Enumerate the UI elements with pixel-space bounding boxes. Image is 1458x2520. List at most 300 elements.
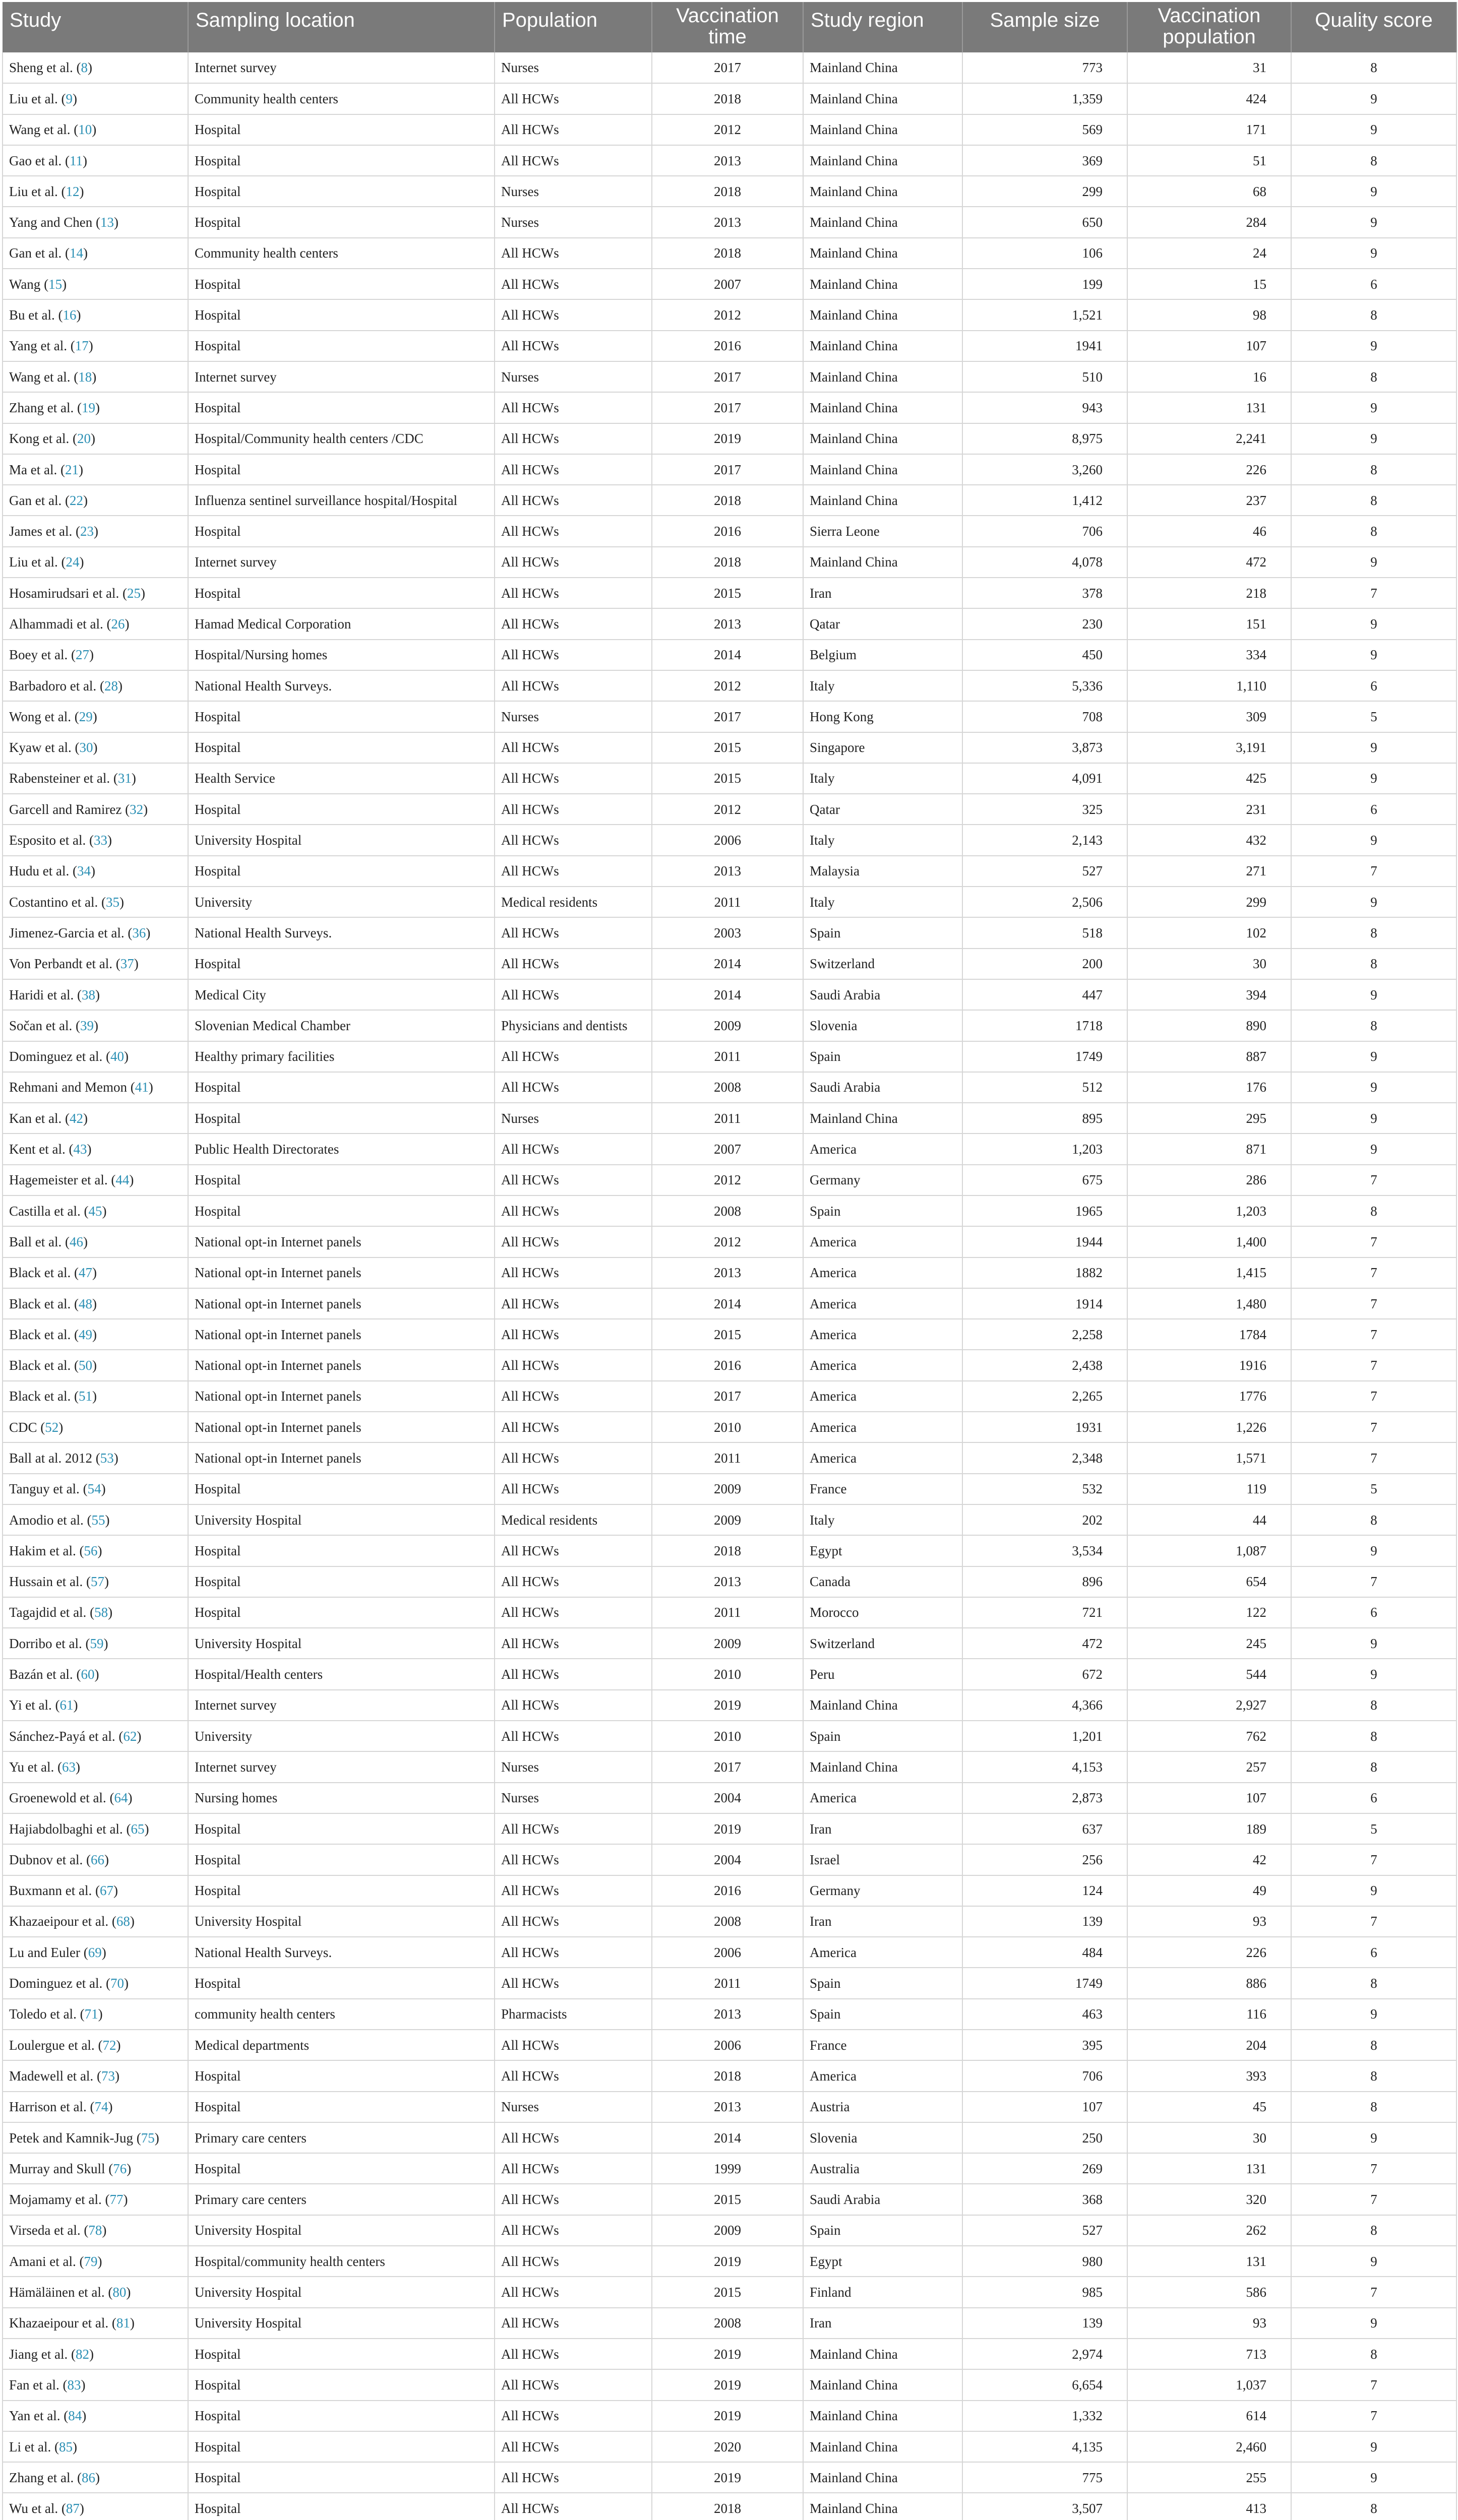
study-author: Black et al.	[9, 1327, 71, 1342]
cell-study-region: America	[803, 1257, 962, 1288]
cell-population: All HCWs	[495, 454, 652, 485]
cell-study-region: Spain	[803, 917, 962, 948]
cell-study-region: Saudi Arabia	[803, 979, 962, 1010]
cell-study: Buxmann et al. (67)	[3, 1875, 188, 1906]
reference-link[interactable]: 58	[94, 1605, 108, 1620]
cell-quality-score: 9	[1291, 1103, 1456, 1133]
cell-vaccination-population: 284	[1127, 207, 1291, 237]
cell-sampling-location: Hospital	[188, 1195, 495, 1226]
cell-population: Nurses	[495, 701, 652, 732]
reference-link[interactable]: 65	[131, 1821, 145, 1837]
cell-vaccination-population: 93	[1127, 2308, 1291, 2339]
cell-sampling-location: Hospital	[188, 1103, 495, 1133]
cell-vaccination-population: 1916	[1127, 1350, 1291, 1380]
study-author: Yang and Chen	[9, 215, 93, 230]
cell-study: Hakim et al. (56)	[3, 1535, 188, 1566]
cell-sample-size: 637	[962, 1813, 1127, 1844]
reference-link[interactable]: 44	[115, 1172, 130, 1188]
cell-vaccination-population: 46	[1127, 516, 1291, 546]
cell-sampling-location: Hospital	[188, 578, 495, 608]
reference-link[interactable]: 75	[141, 2130, 155, 2146]
table-row	[3, 1906, 1456, 1937]
study-author: Fan et al.	[9, 2377, 59, 2392]
reference-link[interactable]: 21	[65, 462, 79, 477]
cell-vaccination-time: 2016	[652, 516, 803, 546]
cell-vaccination-time: 2018	[652, 2060, 803, 2091]
reference-link[interactable]: 48	[78, 1296, 92, 1311]
reference-link[interactable]: 82	[75, 2346, 89, 2362]
cell-population: All HCWs	[495, 608, 652, 639]
study-author: Lu and Euler	[9, 1944, 80, 1960]
reference-link[interactable]: 22	[69, 492, 83, 508]
cell-vaccination-time: 2004	[652, 1844, 803, 1875]
cell-quality-score: 9	[1291, 1875, 1456, 1906]
reference-link[interactable]: 41	[135, 1080, 149, 1095]
study-author: Gan et al.	[9, 245, 62, 261]
cell-vaccination-time: 2017	[652, 1381, 803, 1412]
cell-sample-size: 202	[962, 1504, 1127, 1535]
cell-study: Zhang et al. (86)	[3, 2462, 188, 2493]
cell-study: Yi et al. (61)	[3, 1690, 188, 1721]
cell-vaccination-time: 2009	[652, 1010, 803, 1041]
cell-vaccination-time: 2007	[652, 269, 803, 299]
cell-sample-size: 943	[962, 392, 1127, 423]
cell-study-region: Spain	[803, 1721, 962, 1751]
cell-study: Garcell and Ramirez (32)	[3, 794, 188, 825]
reference-link[interactable]: 71	[84, 2006, 98, 2022]
cell-vaccination-population: 245	[1127, 1628, 1291, 1659]
cell-quality-score: 9	[1291, 2308, 1456, 2339]
reference-link[interactable]: 73	[101, 2068, 115, 2084]
cell-population: All HCWs	[495, 1813, 652, 1844]
cell-population: All HCWs	[495, 1412, 652, 1442]
cell-sampling-location: Hospital	[188, 269, 495, 299]
reference-link[interactable]: 15	[48, 276, 63, 292]
cell-sample-size: 1749	[962, 1968, 1127, 1998]
cell-study: Black et al. (51)	[3, 1381, 188, 1412]
cell-vaccination-time: 2019	[652, 2369, 803, 2400]
cell-sampling-location: Hospital	[188, 701, 495, 732]
cell-sample-size: 1,359	[962, 83, 1127, 114]
cell-quality-score: 7	[1291, 1566, 1456, 1597]
reference-link[interactable]: 77	[109, 2192, 124, 2208]
study-author: Dominguez et al.	[9, 1976, 103, 1991]
study-author: Jiang et al.	[9, 2346, 68, 2362]
cell-study: Hämäläinen et al. (80)	[3, 2277, 188, 2307]
study-author: Rehmani and Memon	[9, 1080, 127, 1095]
reference-link[interactable]: 9	[66, 91, 73, 106]
reference-link[interactable]: 61	[59, 1697, 74, 1713]
cell-sampling-location: University Hospital	[188, 1906, 495, 1937]
cell-population: All HCWs	[495, 1041, 652, 1072]
cell-vaccination-population: 226	[1127, 1937, 1291, 1968]
cell-sample-size: 3,507	[962, 2493, 1127, 2520]
table-row	[3, 114, 1456, 145]
reference-link[interactable]: 85	[58, 2439, 73, 2454]
cell-vaccination-population: 2,927	[1127, 1690, 1291, 1721]
cell-population: Nurses	[495, 52, 652, 83]
reference-link[interactable]: 79	[84, 2253, 98, 2269]
cell-vaccination-population: 425	[1127, 763, 1291, 794]
study-author: Hussain et al.	[9, 1574, 83, 1590]
cell-vaccination-time: 2011	[652, 1968, 803, 1998]
cell-vaccination-time: 2008	[652, 1195, 803, 1226]
cell-sampling-location: Hospital	[188, 1813, 495, 1844]
table-row	[3, 1381, 1456, 1412]
table-row	[3, 1751, 1456, 1782]
cell-vaccination-time: 2011	[652, 1442, 803, 1473]
cell-study: Liu et al. (12)	[3, 176, 188, 207]
reference-link[interactable]: 34	[77, 863, 91, 879]
cell-sampling-location: Hospital	[188, 454, 495, 485]
reference-link[interactable]: 53	[100, 1451, 114, 1466]
cell-vaccination-population: 257	[1127, 1751, 1291, 1782]
table-row	[3, 547, 1456, 578]
cell-vaccination-time: 2017	[652, 361, 803, 392]
cell-population: Nurses	[495, 2092, 652, 2122]
cell-vaccination-time: 2018	[652, 1535, 803, 1566]
cell-study: Wang et al. (18)	[3, 361, 188, 392]
cell-quality-score: 8	[1291, 949, 1456, 979]
cell-quality-score: 7	[1291, 1412, 1456, 1442]
reference-link[interactable]: 49	[78, 1327, 92, 1342]
cell-vaccination-population: 3,191	[1127, 732, 1291, 763]
table-row	[3, 856, 1456, 887]
cell-vaccination-population: 204	[1127, 2030, 1291, 2060]
header-study: Study	[3, 2, 188, 52]
reference-link[interactable]: 52	[45, 1419, 59, 1435]
reference-link[interactable]: 78	[88, 2223, 102, 2238]
reference-link[interactable]: 38	[81, 987, 95, 1002]
cell-quality-score: 9	[1291, 2122, 1456, 2153]
reference-link[interactable]: 10	[78, 122, 92, 138]
cell-quality-score: 9	[1291, 2246, 1456, 2277]
cell-vaccination-population: 107	[1127, 331, 1291, 361]
cell-population: All HCWs	[495, 1690, 652, 1721]
reference-link[interactable]: 87	[66, 2501, 80, 2516]
reference-link[interactable]: 13	[100, 215, 114, 230]
cell-sample-size: 395	[962, 2030, 1127, 2060]
header-population: Population	[495, 2, 652, 52]
reference-link[interactable]: 24	[66, 554, 80, 570]
cell-sampling-location: Public Health Directorates	[188, 1133, 495, 1164]
cell-quality-score: 9	[1291, 1133, 1456, 1164]
reference-link[interactable]: 54	[87, 1481, 101, 1497]
cell-sample-size: 5,336	[962, 670, 1127, 701]
cell-sampling-location: National Health Surveys.	[188, 670, 495, 701]
reference-link[interactable]: 12	[66, 183, 80, 199]
cell-sampling-location: National opt-in Internet panels	[188, 1288, 495, 1319]
study-author: Kong et al.	[9, 431, 70, 447]
cell-vaccination-population: 1,087	[1127, 1535, 1291, 1566]
reference-link[interactable]: 46	[69, 1234, 83, 1249]
cell-sampling-location: Nursing homes	[188, 1783, 495, 1813]
cell-sampling-location: University Hospital	[188, 2308, 495, 2339]
cell-quality-score: 7	[1291, 1319, 1456, 1350]
reference-link[interactable]: 32	[130, 801, 144, 817]
cell-study-region: Mainland China	[803, 1103, 962, 1133]
cell-vaccination-time: 2010	[652, 1412, 803, 1442]
table-row	[3, 1412, 1456, 1442]
reference-link[interactable]: 28	[104, 678, 118, 694]
cell-quality-score: 8	[1291, 485, 1456, 516]
study-author: Khazaeipour et al.	[9, 2315, 109, 2331]
cell-sample-size: 569	[962, 114, 1127, 145]
reference-link[interactable]: 29	[79, 709, 93, 724]
cell-quality-score: 9	[1291, 640, 1456, 670]
cell-sampling-location: Hospital	[188, 1566, 495, 1597]
reference-link[interactable]: 57	[90, 1574, 104, 1590]
cell-quality-score: 7	[1291, 2401, 1456, 2431]
header-row	[3, 2, 1456, 52]
cell-vaccination-time: 2011	[652, 1103, 803, 1133]
cell-vaccination-time: 2013	[652, 1566, 803, 1597]
cell-study-region: Mainland China	[803, 2431, 962, 2462]
cell-sample-size: 672	[962, 1659, 1127, 1689]
cell-quality-score: 7	[1291, 856, 1456, 887]
cell-quality-score: 9	[1291, 2462, 1456, 2493]
cell-vaccination-population: 176	[1127, 1072, 1291, 1103]
table-row	[3, 1010, 1456, 1041]
cell-vaccination-population: 226	[1127, 454, 1291, 485]
cell-study-region: Israel	[803, 1844, 962, 1875]
reference-link[interactable]: 69	[88, 1944, 102, 1960]
reference-link[interactable]: 67	[99, 1883, 113, 1899]
reference-link[interactable]: 83	[67, 2377, 81, 2392]
reference-link[interactable]: 63	[62, 1759, 76, 1775]
cell-study-region: America	[803, 1133, 962, 1164]
header-quality-score: Quality score	[1291, 2, 1456, 52]
cell-study-region: America	[803, 2060, 962, 2091]
reference-link[interactable]: 81	[116, 2315, 130, 2331]
cell-population: All HCWs	[495, 578, 652, 608]
cell-population: All HCWs	[495, 979, 652, 1010]
cell-vaccination-time: 2014	[652, 640, 803, 670]
cell-vaccination-population: 151	[1127, 608, 1291, 639]
reference-link[interactable]: 72	[102, 2037, 116, 2053]
table-row	[3, 949, 1456, 979]
cell-population: All HCWs	[495, 670, 652, 701]
table-row	[3, 238, 1456, 269]
cell-population: All HCWs	[495, 114, 652, 145]
cell-vaccination-time: 2017	[652, 392, 803, 423]
cell-study: Khazaeipour et al. (81)	[3, 2308, 188, 2339]
reference-link[interactable]: 11	[69, 153, 83, 168]
cell-population: Medical residents	[495, 1504, 652, 1535]
cell-sample-size: 527	[962, 856, 1127, 887]
cell-vaccination-population: 1784	[1127, 1319, 1291, 1350]
reference-link[interactable]: 62	[123, 1728, 137, 1744]
cell-study: Esposito et al. (33)	[3, 825, 188, 855]
reference-link[interactable]: 55	[91, 1512, 105, 1528]
table-row	[3, 1288, 1456, 1319]
reference-link[interactable]: 50	[78, 1358, 92, 1373]
cell-sample-size: 472	[962, 1628, 1127, 1659]
cell-study-region: Mainland China	[803, 2401, 962, 2431]
cell-sampling-location: National opt-in Internet panels	[188, 1257, 495, 1288]
reference-link[interactable]: 43	[73, 1142, 87, 1157]
cell-population: All HCWs	[495, 2030, 652, 2060]
reference-link[interactable]: 39	[80, 1018, 94, 1033]
cell-vaccination-time: 2018	[652, 83, 803, 114]
study-author: Kent et al.	[9, 1142, 66, 1157]
cell-study: Madewell et al. (73)	[3, 2060, 188, 2091]
table-row	[3, 83, 1456, 114]
cell-study: Liu et al. (24)	[3, 547, 188, 578]
cell-sample-size: 721	[962, 1597, 1127, 1628]
reference-link[interactable]: 66	[90, 1852, 104, 1867]
reference-link[interactable]: 74	[94, 2099, 108, 2115]
reference-link[interactable]: 86	[81, 2470, 95, 2485]
table-row	[3, 2308, 1456, 2339]
reference-link[interactable]: 51	[78, 1389, 92, 1404]
reference-link[interactable]: 19	[81, 400, 95, 415]
cell-population: All HCWs	[495, 856, 652, 887]
reference-link[interactable]: 25	[127, 585, 141, 601]
cell-sampling-location: Hospital	[188, 299, 495, 330]
cell-sampling-location: Hospital	[188, 516, 495, 546]
cell-vaccination-population: 762	[1127, 1721, 1291, 1751]
reference-link[interactable]: 31	[117, 771, 132, 786]
cell-sampling-location: University	[188, 1721, 495, 1751]
cell-vaccination-time: 2011	[652, 887, 803, 917]
reference-link[interactable]: 26	[111, 616, 125, 632]
table-row	[3, 2122, 1456, 2153]
cell-sample-size: 896	[962, 1566, 1127, 1597]
cell-sampling-location: Internet survey	[188, 361, 495, 392]
reference-link[interactable]: 80	[112, 2285, 127, 2300]
reference-link[interactable]: 47	[78, 1265, 92, 1281]
reference-link[interactable]: 60	[81, 1667, 95, 1682]
cell-sample-size: 484	[962, 1937, 1127, 1968]
cell-quality-score: 8	[1291, 145, 1456, 176]
cell-population: All HCWs	[495, 547, 652, 578]
cell-population: All HCWs	[495, 1535, 652, 1566]
cell-study: Hussain et al. (57)	[3, 1566, 188, 1597]
cell-study-region: Germany	[803, 1165, 962, 1195]
reference-link[interactable]: 17	[75, 338, 89, 354]
cell-population: All HCWs	[495, 1133, 652, 1164]
reference-link[interactable]: 76	[113, 2161, 127, 2176]
reference-link[interactable]: 14	[69, 245, 83, 261]
reference-link[interactable]: 27	[75, 647, 89, 663]
cell-study-region: America	[803, 1442, 962, 1473]
reference-link[interactable]: 16	[63, 307, 77, 323]
cell-sampling-location: Hamad Medical Corporation	[188, 608, 495, 639]
cell-quality-score: 9	[1291, 979, 1456, 1010]
cell-population: All HCWs	[495, 1721, 652, 1751]
reference-link[interactable]: 20	[77, 431, 91, 447]
cell-quality-score: 6	[1291, 1597, 1456, 1628]
cell-vaccination-time: 2020	[652, 2431, 803, 2462]
cell-study: Wu et al. (87)	[3, 2493, 188, 2520]
reference-link[interactable]: 36	[132, 925, 146, 940]
reference-link[interactable]: 30	[79, 740, 93, 755]
reference-link[interactable]: 70	[110, 1976, 124, 1991]
cell-sample-size: 4,366	[962, 1690, 1127, 1721]
cell-study-region: Mainland China	[803, 2369, 962, 2400]
cell-sampling-location: Hospital/Health centers	[188, 1659, 495, 1689]
cell-quality-score: 9	[1291, 825, 1456, 855]
study-author: Ball et al.	[9, 1234, 62, 1249]
cell-sample-size: 1,201	[962, 1721, 1127, 1751]
cell-vaccination-population: 586	[1127, 2277, 1291, 2307]
cell-population: All HCWs	[495, 1350, 652, 1380]
reference-link[interactable]: 33	[93, 833, 107, 848]
table-row	[3, 2431, 1456, 2462]
reference-link[interactable]: 45	[88, 1203, 102, 1219]
cell-vaccination-population: 116	[1127, 1999, 1291, 2030]
study-author: Kyaw et al.	[9, 740, 72, 755]
study-author: Garcell and Ramirez	[9, 801, 122, 817]
studies-table	[2, 2, 1457, 2520]
cell-study: Fan et al. (83)	[3, 2369, 188, 2400]
cell-quality-score: 6	[1291, 1783, 1456, 1813]
reference-link[interactable]: 56	[84, 1543, 98, 1558]
study-author: Wang	[9, 276, 41, 292]
table-row	[3, 1597, 1456, 1628]
cell-quality-score: 8	[1291, 1968, 1456, 1998]
reference-link[interactable]: 84	[68, 2408, 82, 2424]
cell-sample-size: 1,203	[962, 1133, 1127, 1164]
cell-study-region: Mainland China	[803, 392, 962, 423]
reference-link[interactable]: 37	[120, 956, 134, 972]
reference-link[interactable]: 18	[78, 369, 92, 385]
cell-sample-size: 2,506	[962, 887, 1127, 917]
cell-vaccination-population: 237	[1127, 485, 1291, 516]
cell-vaccination-population: 45	[1127, 2092, 1291, 2122]
reference-link[interactable]: 42	[69, 1110, 83, 1126]
cell-study-region: Mainland China	[803, 114, 962, 145]
study-author: Hudu et al.	[9, 863, 70, 879]
cell-vaccination-time: 2015	[652, 578, 803, 608]
cell-population: All HCWs	[495, 1474, 652, 1504]
study-author: Sheng et al.	[9, 60, 73, 76]
reference-link[interactable]: 23	[80, 524, 94, 539]
cell-study: Toledo et al. (71)	[3, 1999, 188, 2030]
table-row	[3, 207, 1456, 237]
cell-sampling-location: Primary care centers	[188, 2122, 495, 2153]
reference-link[interactable]: 40	[110, 1049, 124, 1064]
cell-vaccination-population: 424	[1127, 83, 1291, 114]
cell-vaccination-population: 49	[1127, 1875, 1291, 1906]
cell-sample-size: 3,534	[962, 1535, 1127, 1566]
reference-link[interactable]: 8	[81, 60, 88, 76]
cell-vaccination-population: 189	[1127, 1813, 1291, 1844]
reference-link[interactable]: 35	[105, 894, 119, 910]
cell-vaccination-population: 171	[1127, 114, 1291, 145]
cell-study: Ma et al. (21)	[3, 454, 188, 485]
table-row	[3, 1041, 1456, 1072]
cell-population: All HCWs	[495, 1226, 652, 1257]
cell-quality-score: 9	[1291, 732, 1456, 763]
cell-population: All HCWs	[495, 1875, 652, 1906]
cell-vaccination-population: 286	[1127, 1165, 1291, 1195]
study-author: Liu et al.	[9, 91, 58, 106]
cell-vaccination-population: 887	[1127, 1041, 1291, 1072]
cell-vaccination-population: 1,400	[1127, 1226, 1291, 1257]
table-row	[3, 2184, 1456, 2215]
cell-vaccination-time: 2013	[652, 608, 803, 639]
reference-link[interactable]: 68	[116, 1914, 130, 1929]
cell-vaccination-population: 24	[1127, 238, 1291, 269]
table-row	[3, 1103, 1456, 1133]
cell-vaccination-population: 122	[1127, 1597, 1291, 1628]
table-row	[3, 176, 1456, 207]
cell-study-region: Italy	[803, 670, 962, 701]
reference-link[interactable]: 59	[90, 1635, 104, 1651]
reference-link[interactable]: 64	[114, 1790, 128, 1806]
